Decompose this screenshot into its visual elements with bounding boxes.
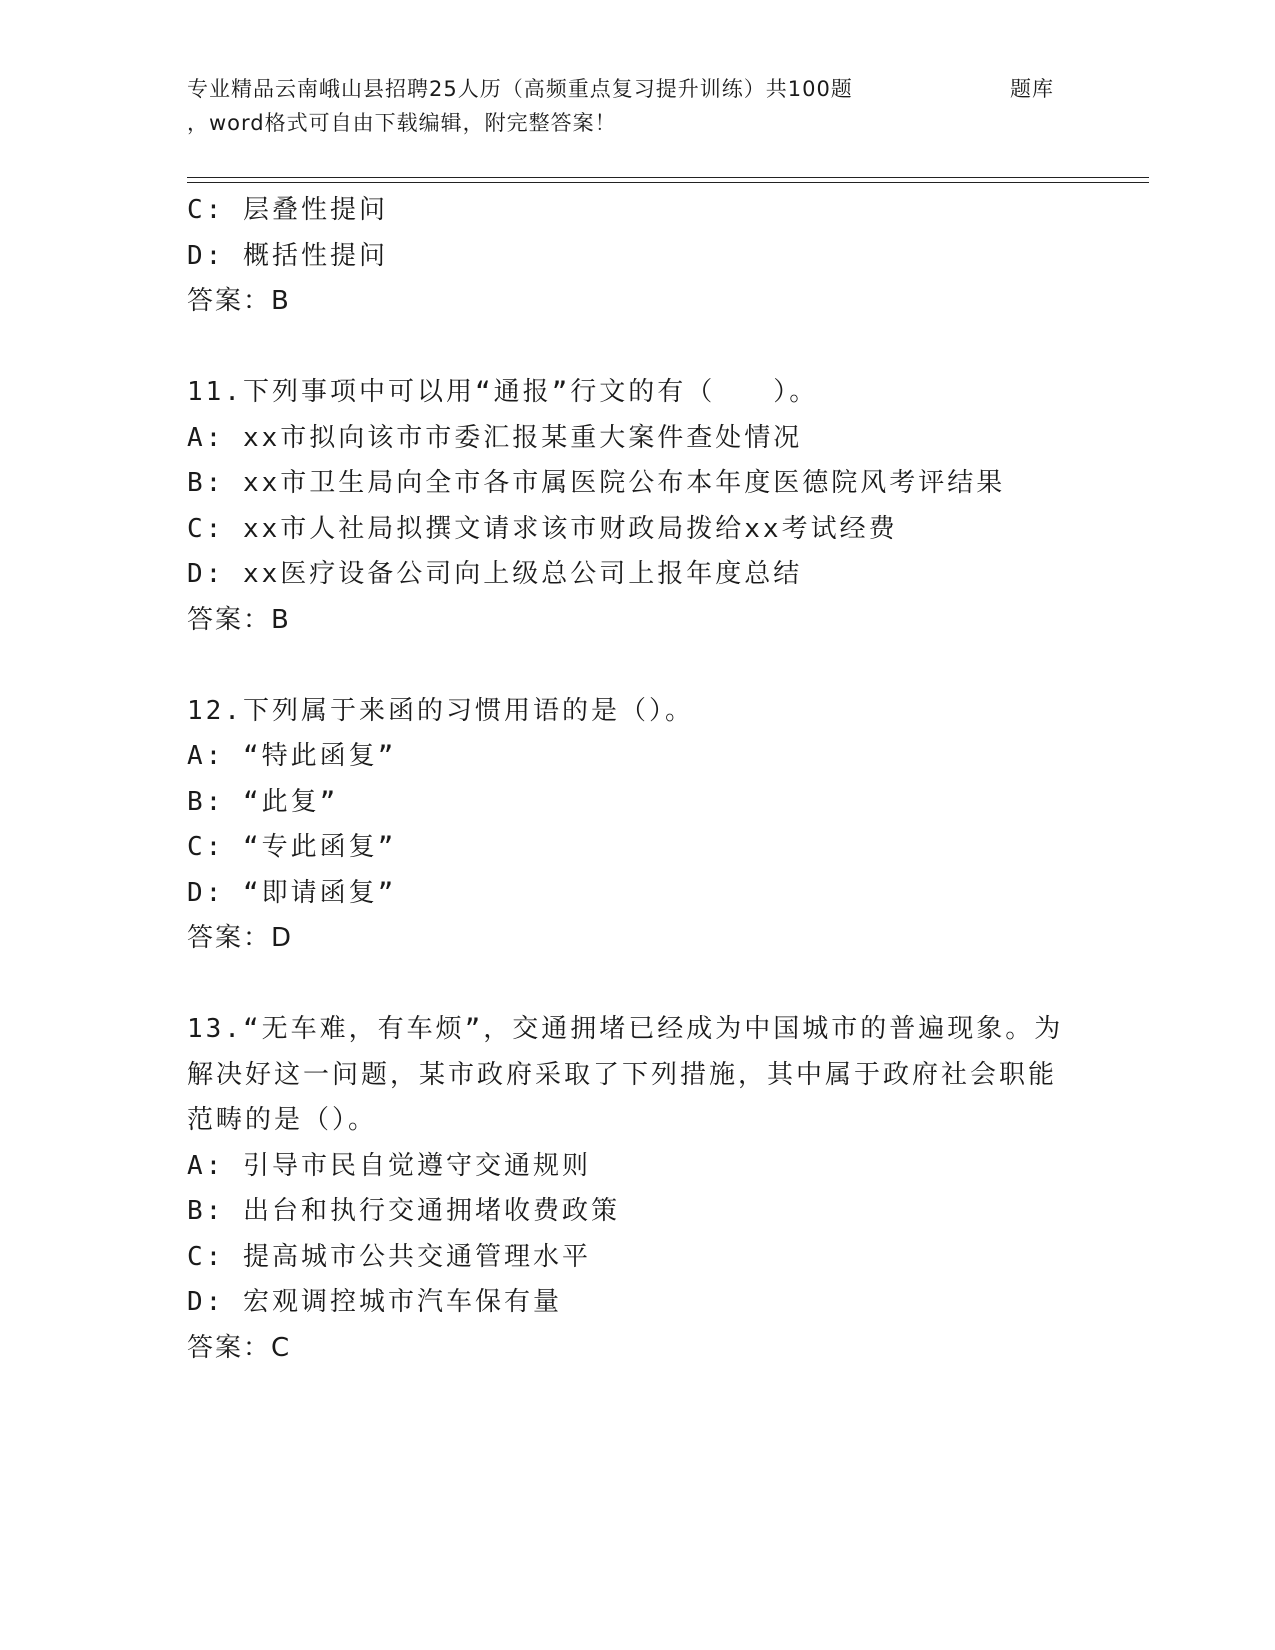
option-c: C: xx市人社局拟撰文请求该市财政局拨给xx考试经费 <box>187 513 898 544</box>
answer: 答案：C <box>187 1332 292 1363</box>
header-tag: 题库 <box>1010 77 1054 101</box>
option-b: B: “此复” <box>187 786 339 817</box>
option-c: C: “专此函复” <box>187 832 397 862</box>
header-rule-top <box>187 177 1149 178</box>
header-rule-bottom <box>187 182 1149 183</box>
question-text: 12.下列属于来函的习惯用语的是（）。 <box>187 695 694 726</box>
option-b: B: 出台和执行交通拥堵收费政策 <box>187 1196 620 1226</box>
question-text: 11.下列事项中可以用“通报”行文的有（ ）。 <box>187 377 819 407</box>
page-header <box>187 72 1067 140</box>
question-block-13 <box>187 1007 1087 1371</box>
option-d: D: “即请函复” <box>187 877 397 908</box>
option-d: D: 宏观调控城市汽车保有量 <box>187 1287 562 1317</box>
question-block-10 <box>187 188 1087 325</box>
option-c: C: 层叠性提问 <box>187 195 388 225</box>
option-c: C: 提高城市公共交通管理水平 <box>187 1241 591 1272</box>
question-text-continued: 范畴的是（）。 <box>187 1105 378 1135</box>
question-list <box>187 188 1087 1371</box>
option-a: A: 引导市民自觉遵守交通规则 <box>187 1150 591 1181</box>
option-b: B: xx市卫生局向全市各市属医院公布本年度医德院风考评结果 <box>187 468 1006 498</box>
option-a: A: xx市拟向该市市委汇报某重大案件查处情况 <box>187 422 803 453</box>
option-d: D: 概括性提问 <box>187 240 388 271</box>
question-block-11 <box>187 370 1087 643</box>
answer: 答案：B <box>187 286 291 316</box>
option-a: A: “特此函复” <box>187 741 397 771</box>
header-title: 专业精品云南峨山县招聘25人历（高频重点复习提升训练）共100题 <box>187 77 853 101</box>
header-subtitle: ，word格式可自由下载编辑，附完整答案！ <box>187 111 617 135</box>
question-block-12 <box>187 689 1087 962</box>
option-d: D: xx医疗设备公司向上级总公司上报年度总结 <box>187 559 803 589</box>
answer: 答案：B <box>187 604 291 635</box>
question-text-continued: 解决好这一问题，某市政府采取了下列措施，其中属于政府社会职能 <box>187 1059 1058 1090</box>
answer: 答案：D <box>187 923 294 953</box>
question-text: 13.“无车难，有车烦”，交通拥堵已经成为中国城市的普遍现象。为 <box>187 1014 1064 1044</box>
